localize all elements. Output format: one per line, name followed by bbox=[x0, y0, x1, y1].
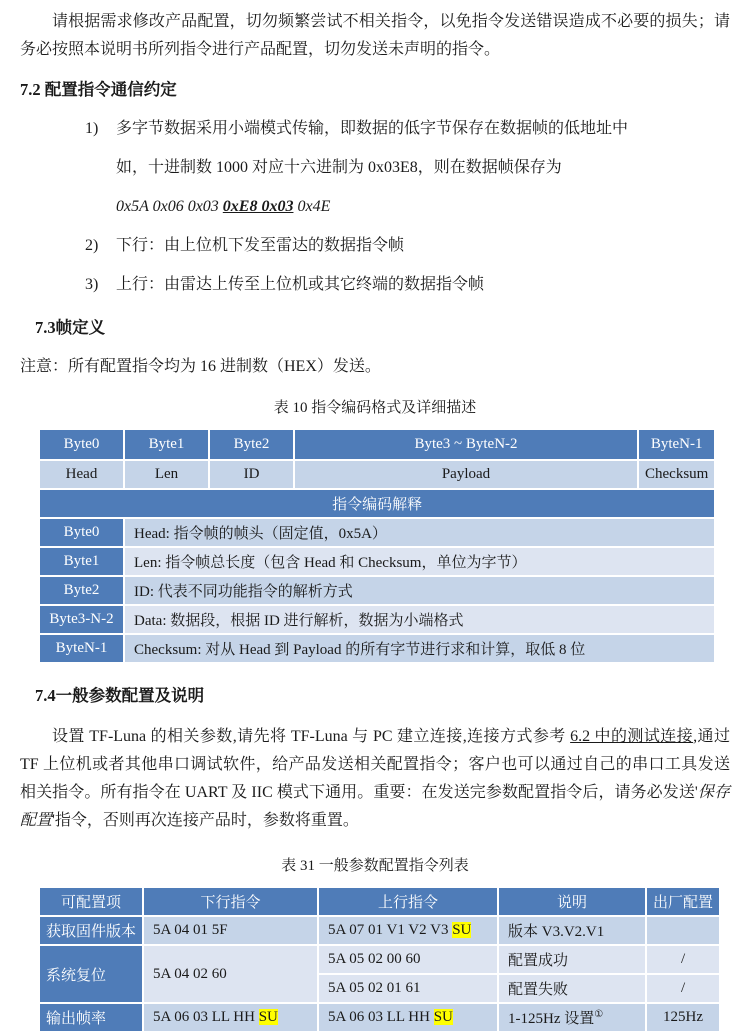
table10-section-row bbox=[39, 489, 715, 518]
table10-subheader-row bbox=[39, 460, 715, 489]
reset-item-label: 系统复位 bbox=[39, 945, 143, 1003]
table10-byte1-label: Byte1 bbox=[39, 547, 124, 576]
table10-row-byte3n2 bbox=[39, 605, 715, 634]
table10-cell-id: ID bbox=[209, 460, 294, 489]
reset-desc-success: 配置成功 bbox=[498, 945, 646, 974]
table10-cell-payload: Payload bbox=[294, 460, 638, 489]
hex-prefix: 0x5A 0x06 0x03 bbox=[116, 198, 223, 215]
firmware-description: 版本 V3.V2.V1 bbox=[498, 916, 646, 945]
table31-header-downlink: 下行指令 bbox=[143, 887, 318, 916]
list-item-2-number: 2) bbox=[85, 237, 99, 254]
hex-note: 注意：所有配置指令均为 16 进制数（HEX）发送。 bbox=[20, 358, 381, 375]
framerate-downlink bbox=[143, 1003, 318, 1032]
list-item-1-number: 1) bbox=[85, 120, 99, 137]
framerate-downlink-bytes: 5A 06 03 LL HH bbox=[153, 1009, 259, 1025]
table10-byte2-label: Byte2 bbox=[39, 576, 124, 605]
framerate-description bbox=[498, 1003, 646, 1032]
table31-header-uplink: 上行指令 bbox=[318, 887, 498, 916]
firmware-uplink-checksum: SU bbox=[452, 922, 472, 938]
table10-header-row bbox=[39, 429, 715, 460]
table10-cell-checksum: Checksum bbox=[638, 460, 715, 489]
section-heading-7-4: 7.4一般参数配置及说明 bbox=[35, 686, 205, 705]
table31-row-firmware bbox=[39, 916, 720, 945]
footnote-1-marker: ① bbox=[594, 1009, 604, 1020]
table31-caption: 表 31 一般参数配置指令列表 bbox=[281, 858, 469, 874]
table10-section-title: 指令编码解释 bbox=[39, 489, 715, 518]
framerate-uplink bbox=[318, 1003, 498, 1032]
table10-byten1-desc: Checksum: 对从 Head 到 Payload 的所有字节进行求和计算，取低 8 位 bbox=[124, 634, 715, 663]
save-config-term: 保存配置 bbox=[20, 784, 730, 829]
table31-row-framerate bbox=[39, 1003, 720, 1032]
table31-row-reset-success bbox=[39, 945, 720, 974]
table10-byten1-label: ByteN-1 bbox=[39, 634, 124, 663]
firmware-uplink bbox=[318, 916, 498, 945]
table10-header-byte0: Byte0 bbox=[39, 429, 124, 460]
table10-byte3n2-label: Byte3-N-2 bbox=[39, 605, 124, 634]
section-6-2-link[interactable]: 6.2 中的测试连接 bbox=[570, 728, 694, 745]
table10-row-byte2 bbox=[39, 576, 715, 605]
instruction-format-table bbox=[38, 428, 716, 664]
table10-header-byte1: Byte1 bbox=[124, 429, 209, 460]
reset-desc-fail: 配置失败 bbox=[498, 974, 646, 1003]
general-config-commands-table bbox=[38, 886, 721, 1033]
table31-header-factory: 出厂配置 bbox=[646, 887, 720, 916]
framerate-uplink-bytes: 5A 06 03 LL HH bbox=[328, 1009, 434, 1025]
firmware-factory bbox=[646, 916, 720, 945]
table10-row-byten1 bbox=[39, 634, 715, 663]
section-heading-7-3: 7.3帧定义 bbox=[35, 318, 106, 337]
list-item-2 bbox=[85, 234, 730, 257]
table10-byte0-desc: Head: 指令帧的帧头（固定值，0x5A） bbox=[124, 518, 715, 547]
setup-text-3: '指令，否则再次连接产品时，参数将重置。 bbox=[52, 812, 359, 829]
list-item-3-number: 3) bbox=[85, 276, 99, 293]
setup-text-2: ,通过 TF 上位机或者其他串口调试软件，给产品发送相关配置指令；客户也可以通过自己的串口工具发送相关指令。所有指令在 UART 及 IIC 模式下通用。重要：在发送完参数配置指令后，请务必发送' bbox=[20, 728, 730, 801]
list-item-1 bbox=[85, 117, 730, 140]
table10-row-byte0 bbox=[39, 518, 715, 547]
table10-caption: 表 10 指令编码格式及详细描述 bbox=[273, 400, 477, 416]
table10-header-byte2: Byte2 bbox=[209, 429, 294, 460]
table31-header-row bbox=[39, 887, 720, 916]
table31-header-item: 可配置项 bbox=[39, 887, 143, 916]
framerate-item-label: 输出帧率 bbox=[39, 1003, 143, 1032]
firmware-downlink: 5A 04 01 5F bbox=[143, 916, 318, 945]
setup-paragraph bbox=[20, 723, 730, 835]
table10-byte2-desc: ID: 代表不同功能指令的解析方式 bbox=[124, 576, 715, 605]
list-item-3 bbox=[85, 273, 730, 296]
framerate-uplink-checksum: SU bbox=[433, 1009, 453, 1025]
list-item-3-text: 上行：由雷达上传至上位机或其它终端的数据指令帧 bbox=[116, 276, 485, 293]
reset-uplink-fail: 5A 05 02 01 61 bbox=[318, 974, 498, 1003]
hex-frame-example bbox=[116, 195, 730, 218]
little-endian-example: 如，十进制数 1000 对应十六进制为 0x03E8，则在数据帧保存为 bbox=[116, 159, 562, 176]
setup-text-1: 设置 TF-Luna 的相关参数,请先将 TF-Luna 与 PC 建立连接,连接方式参考 bbox=[52, 728, 571, 745]
section-heading-7-2: 7.2 配置指令通信约定 bbox=[20, 80, 177, 99]
intro-paragraph: 请根据需求修改产品配置，切勿频繁尝试不相关指令，以免指令发送错误造成不必要的损失；请务必按照本说明书所列指令进行产品配置，切勿发送未声明的指令。 bbox=[20, 13, 730, 58]
table10-cell-head: Head bbox=[39, 460, 124, 489]
table10-cell-len: Len bbox=[124, 460, 209, 489]
table10-header-byten1: ByteN-1 bbox=[638, 429, 715, 460]
table10-header-payload-range: Byte3 ~ ByteN-2 bbox=[294, 429, 638, 460]
firmware-uplink-bytes: 5A 07 01 V1 V2 V3 bbox=[328, 922, 453, 938]
reset-downlink: 5A 04 02 60 bbox=[143, 945, 318, 1003]
reset-uplink-success: 5A 05 02 00 60 bbox=[318, 945, 498, 974]
hex-highlighted-bytes: 0xE8 0x03 bbox=[222, 198, 294, 215]
table10-row-byte1 bbox=[39, 547, 715, 576]
hex-suffix: 0x4E bbox=[293, 198, 331, 215]
list-item-2-text: 下行：由上位机下发至雷达的数据指令帧 bbox=[116, 237, 405, 254]
reset-factory-fail: / bbox=[646, 974, 720, 1003]
firmware-item-label: 获取固件版本 bbox=[39, 916, 143, 945]
framerate-factory: 125Hz bbox=[646, 1003, 720, 1032]
list-item-1-text: 多字节数据采用小端模式传输，即数据的低字节保存在数据帧的低地址中 bbox=[116, 120, 629, 137]
table10-byte1-desc: Len: 指令帧总长度（包含 Head 和 Checksum，单位为字节） bbox=[124, 547, 715, 576]
table10-byte3n2-desc: Data: 数据段，根据 ID 进行解析，数据为小端格式 bbox=[124, 605, 715, 634]
framerate-desc-text: 1-125Hz 设置 bbox=[508, 1011, 595, 1027]
framerate-downlink-checksum: SU bbox=[258, 1009, 278, 1025]
table10-byte0-label: Byte0 bbox=[39, 518, 124, 547]
reset-factory-success: / bbox=[646, 945, 720, 974]
table31-header-description: 说明 bbox=[498, 887, 646, 916]
